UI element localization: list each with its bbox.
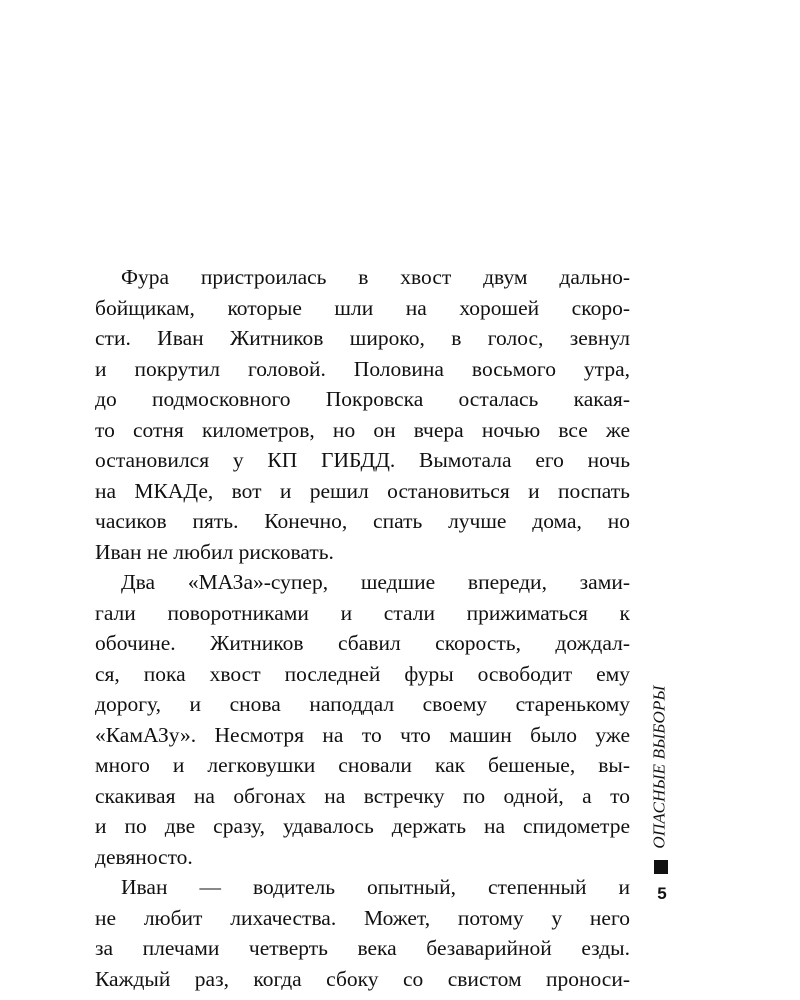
text-line: на МКАДе, вот и решил остановиться и поспать xyxy=(95,478,630,503)
text-line: Фура пристроилась в хвост двум дально- xyxy=(121,265,630,289)
text-line: обочине. Житников сбавил скорость, дождал- xyxy=(95,631,630,655)
text-line: скакивая на обгонах на встречку по одной, а то xyxy=(95,783,630,808)
text-line: много и легковушки сновали как бешеные, вы- xyxy=(95,753,630,777)
text-line: и по две сразу, удавалось держать на спидометре xyxy=(95,814,630,838)
text-line: Каждый раз, когда сбоку со свистом проноси- xyxy=(95,966,630,991)
text-line: то сотня километров, но он вчера ночью все же xyxy=(95,417,630,442)
paragraph-1 xyxy=(95,262,630,567)
text-line: Иван не любил рисковать. xyxy=(95,539,334,564)
paragraph-3 xyxy=(95,872,630,994)
text-line: не любит лихачества. Может, потому у него xyxy=(95,905,630,930)
text-line: остановился у КП ГИБДД. Вымотала его ночь xyxy=(95,448,630,472)
text-line: девяносто. xyxy=(95,844,193,869)
text-line: Иван — водитель опытный, степенный и xyxy=(121,875,630,899)
text-line: дорогу, и снова наподдал своему старенькому xyxy=(95,692,630,716)
text-line: гали поворотниками и стали прижиматься к xyxy=(95,600,630,625)
running-title-text: ОПАСНЫЕ ВЫБОРЫ xyxy=(650,685,669,849)
page-number: 5 xyxy=(657,884,667,903)
running-title xyxy=(640,672,680,862)
text-line: до подмосковного Покровска осталась какая- xyxy=(95,387,630,411)
text-line: ся, пока хвост последней фуры освободит ему xyxy=(95,661,630,686)
text-line: бойщикам, которые шли на хорошей скоро- xyxy=(95,295,630,320)
text-line: за плечами четверть века безаварийной езды. xyxy=(95,936,630,960)
paragraph-2 xyxy=(95,567,630,872)
body-text xyxy=(95,262,630,994)
text-line: «КамАЗу». Несмотря на то что машин было уже xyxy=(95,722,630,747)
text-line: и покрутил головой. Половина восьмого утра, xyxy=(95,356,630,381)
text-line: сти. Иван Житников широко, в голос, зевнул xyxy=(95,326,630,350)
text-line: часиков пять. Конечно, спать лучше дома, но xyxy=(95,509,630,533)
text-line: Два «МАЗа»-супер, шедшие впереди, зами- xyxy=(121,570,630,594)
square-marker-icon xyxy=(654,860,668,874)
